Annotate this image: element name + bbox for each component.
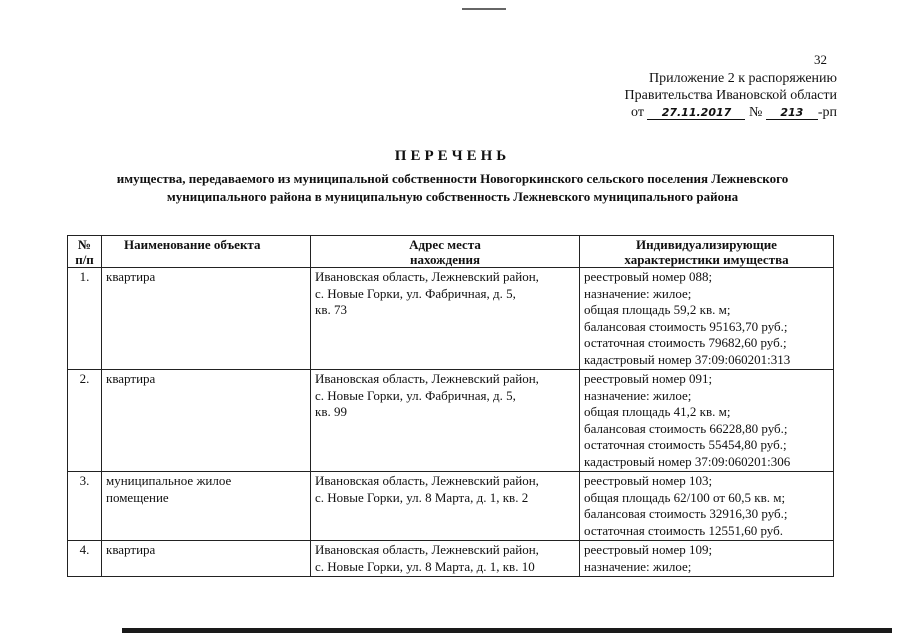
- row-name: квартира: [102, 541, 311, 577]
- address-line: кв. 73: [315, 302, 347, 317]
- row-name: [102, 472, 311, 541]
- char-line: балансовая стоимость 66228,80 руб.;: [584, 420, 788, 436]
- char-line: кадастровый номер 37:09:060201:313: [584, 351, 791, 367]
- appendix-date: 27.11.2017: [647, 106, 745, 120]
- row-num: 2.: [68, 370, 102, 472]
- row-address: [311, 268, 580, 370]
- scan-mark-bottom: [122, 628, 892, 633]
- char-line: балансовая стоимость 95163,70 руб.;: [584, 318, 788, 334]
- table-row: [68, 541, 834, 577]
- row-address: [311, 541, 580, 577]
- char-line: назначение: жилое;: [584, 285, 692, 301]
- row-address: [311, 472, 580, 541]
- appendix-block: [625, 70, 837, 121]
- scan-mark-top: [462, 8, 506, 10]
- row-characteristics: [580, 268, 834, 370]
- page-number: 32: [814, 52, 827, 67]
- char-line: остаточная стоимость 55454,80 руб.;: [584, 437, 787, 452]
- subtitle-line1: имущества, передаваемого из муниципальной собственности Новогоркинского сельского поселения Лежневского: [116, 171, 789, 186]
- row-name: квартира: [102, 268, 311, 370]
- header-chars-line2: характеристики имущества: [624, 252, 789, 267]
- header-num-line2: п/п: [75, 252, 94, 267]
- appendix-suffix: -рп: [817, 105, 837, 120]
- address-line: с. Новые Горки, ул. Фабричная, д. 5,: [315, 387, 516, 403]
- address-line: с. Новые Горки, ул. 8 Марта, д. 1, кв. 2: [315, 489, 529, 505]
- address-line: с. Новые Горки, ул. 8 Марта, д. 1, кв. 10: [315, 558, 535, 574]
- address-line: Ивановская область, Лежневский район,: [315, 371, 539, 386]
- appendix-from: от: [631, 105, 644, 120]
- subtitle-line2: муниципального района в муниципальную собственность Лежневского муниципального района: [166, 189, 739, 204]
- char-line: остаточная стоимость 79682,60 руб.;: [584, 335, 787, 350]
- property-table: [67, 235, 834, 577]
- row-num: 3.: [68, 472, 102, 541]
- header-address-line2: нахождения: [410, 252, 480, 267]
- header-num: [68, 236, 102, 268]
- header-address-line1: Адрес места: [409, 237, 481, 252]
- char-line: общая площадь 41,2 кв. м;: [584, 404, 731, 419]
- char-line: назначение: жилое;: [584, 558, 692, 574]
- table-row: [68, 268, 834, 370]
- appendix-line3: [625, 104, 837, 121]
- header-num-line1: №: [77, 237, 92, 252]
- address-line: Ивановская область, Лежневский район,: [315, 542, 539, 557]
- char-line: балансовая стоимость 32916,30 руб.;: [584, 506, 788, 521]
- char-line: остаточная стоимость 12551,60 руб.: [584, 522, 783, 538]
- table-header-row: [68, 236, 834, 268]
- name-line: помещение: [106, 489, 169, 505]
- table-row: [68, 472, 834, 541]
- appendix-number: 213: [766, 106, 818, 120]
- document-subtitle: [0, 170, 905, 206]
- char-line: реестровый номер 109;: [584, 542, 713, 557]
- header-characteristics: [580, 236, 834, 268]
- row-address: [311, 370, 580, 472]
- char-line: реестровый номер 091;: [584, 371, 713, 386]
- appendix-line1: Приложение 2 к распоряжению: [649, 71, 837, 86]
- address-line: Ивановская область, Лежневский район,: [315, 473, 539, 488]
- name-line: муниципальное жилое: [106, 473, 232, 488]
- char-line: общая площадь 59,2 кв. м;: [584, 302, 731, 317]
- appendix-line2: Правительства Ивановской области: [624, 88, 837, 103]
- address-line: кв. 99: [315, 404, 347, 419]
- char-line: реестровый номер 088;: [584, 269, 713, 284]
- row-characteristics: [580, 541, 834, 577]
- char-line: реестровый номер 103;: [584, 473, 713, 488]
- appendix-no-sign: №: [748, 105, 763, 120]
- address-line: Ивановская область, Лежневский район,: [315, 269, 539, 284]
- row-num: 4.: [68, 541, 102, 577]
- document-title: ПЕРЕЧЕНЬ: [394, 148, 511, 164]
- char-line: кадастровый номер 37:09:060201:306: [584, 453, 791, 469]
- header-address: [311, 236, 580, 268]
- row-characteristics: [580, 370, 834, 472]
- row-num: 1.: [68, 268, 102, 370]
- row-name: квартира: [102, 370, 311, 472]
- header-name: Наименование объекта: [102, 236, 311, 268]
- table-row: [68, 370, 834, 472]
- char-line: назначение: жилое;: [584, 387, 692, 403]
- char-line: общая площадь 62/100 от 60,5 кв. м;: [584, 489, 786, 505]
- address-line: с. Новые Горки, ул. Фабричная, д. 5,: [315, 285, 516, 301]
- header-chars-line1: Индивидуализирующие: [636, 237, 777, 252]
- row-characteristics: [580, 472, 834, 541]
